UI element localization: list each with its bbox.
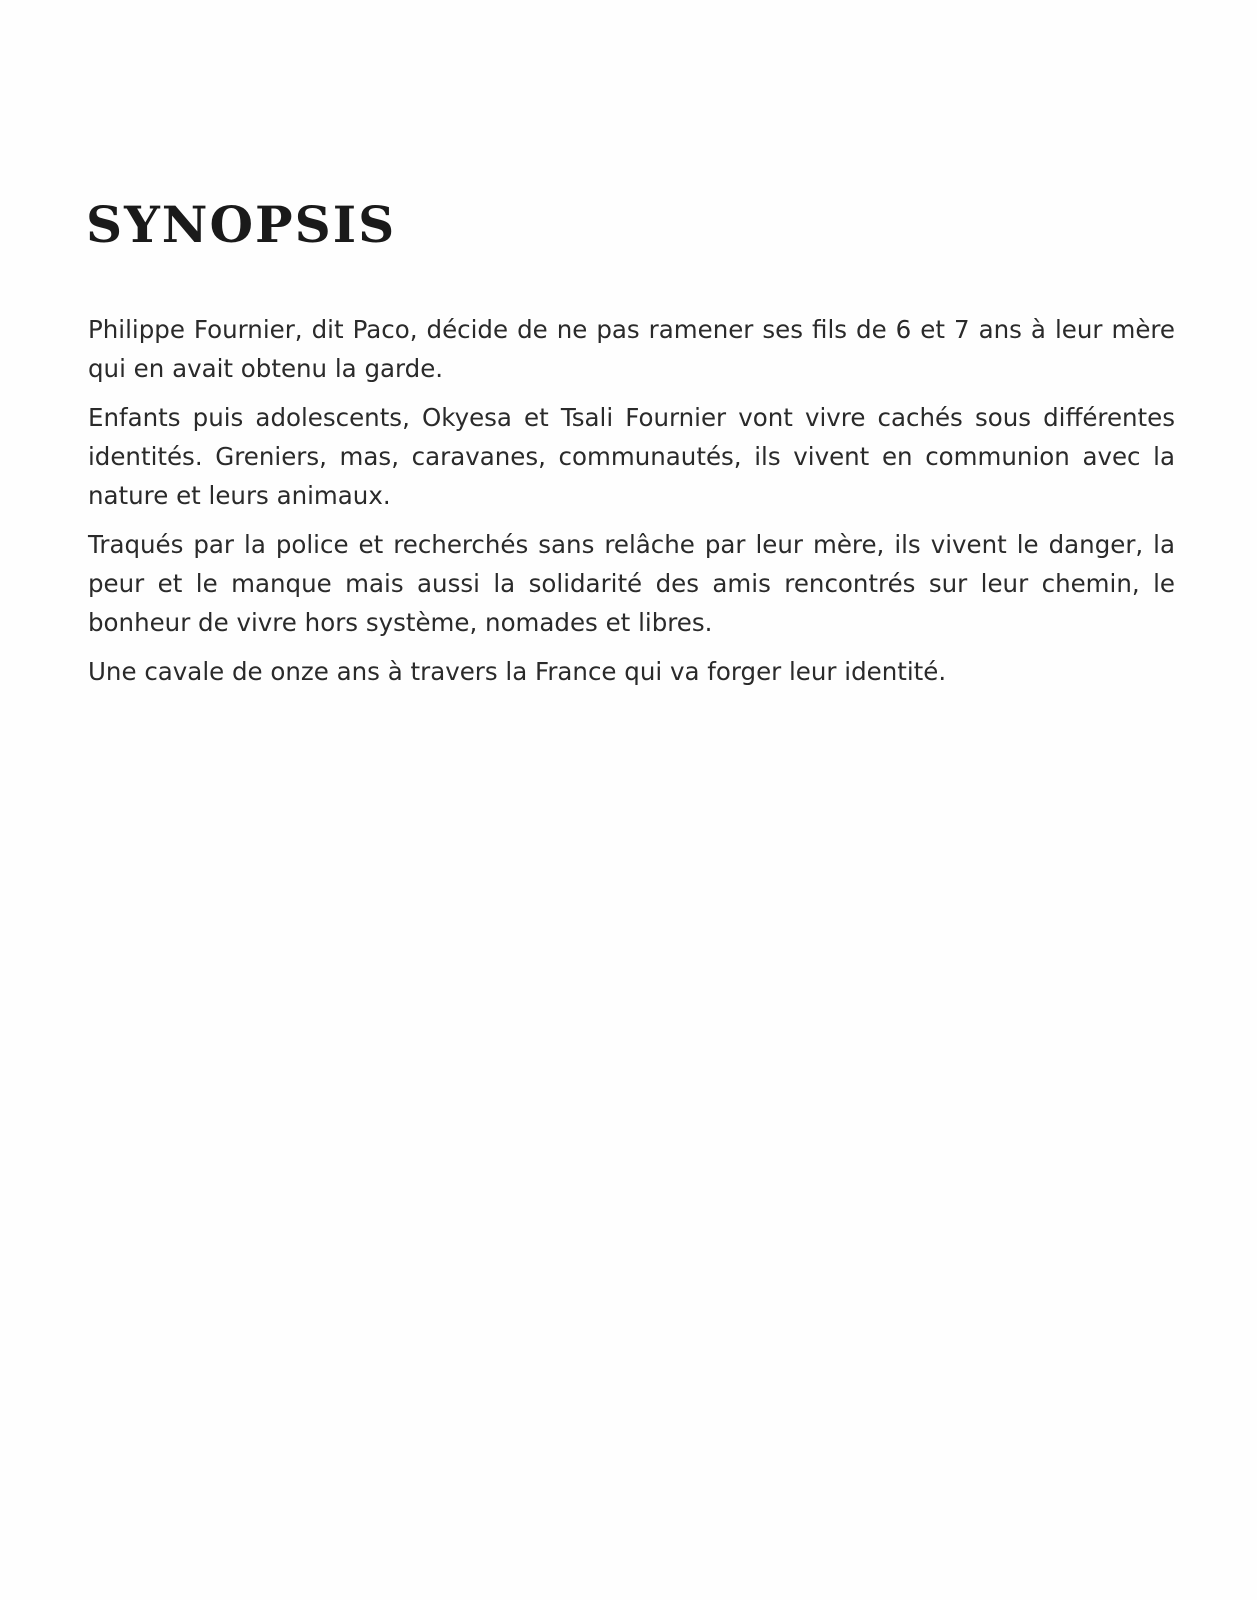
paragraph: Enfants puis adolescents, Okyesa et Tsali Fournier vont vivre cachés sous différentes identités. Greniers, mas, caravanes, communautés, ils vivent en communion avec la nature et leurs animaux. (88, 403, 1175, 510)
page-title: SYNOPSIS (86, 195, 397, 254)
paragraph: Une cavale de onze ans à travers la France qui va forger leur identité. (88, 657, 947, 686)
synopsis-body (88, 310, 1175, 701)
paragraph: Traqués par la police et recherchés sans relâche par leur mère, ils vivent le danger, la peur et le manque mais aussi la solidarité des amis rencontrés sur leur chemin, le bonheur de vivre hors système, nomades et libres. (88, 530, 1175, 637)
paragraph: Philippe Fournier, dit Paco, décide de ne pas ramener ses fils de 6 et 7 ans à leur mère qui en avait obtenu la garde. (88, 315, 1175, 383)
